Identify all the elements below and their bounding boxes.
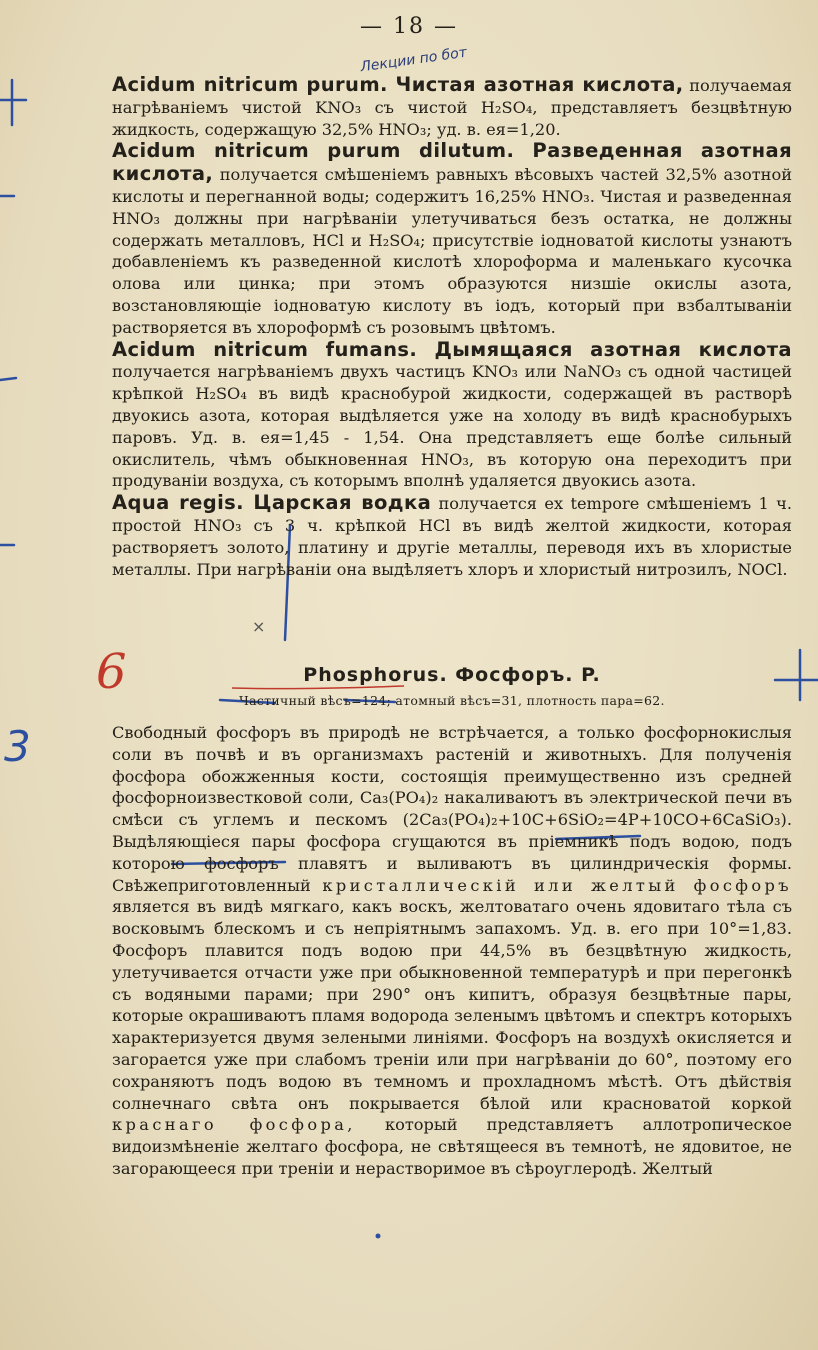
paragraph-acidum-fumans — [112, 339, 792, 493]
upper-text-block — [112, 74, 792, 580]
heading-acidum-dilutum: Acidum nitricum purum dilutum. Разведенная азотная кислота, — [112, 139, 792, 186]
body-aqua-regis: получается ex tempore смѣшеніемъ 1 ч. простой HNO₃ съ 3 ч. крѣпкой HCl въ видѣ желтой жидкости, которая растворяетъ золото, платину и другіе металлы, переводя ихъ въ хлористые металлы. При нагрѣваніи она выдѣляетъ хлоръ и хлористый нитрозилъ, NOCl. — [112, 494, 792, 579]
phosphorus-spaced-2: краснаго фосфора, — [112, 1115, 356, 1135]
phosphorus-text-a: Свободный фосфоръ въ природѣ не встрѣчается, а только фосфорнокислыя соли въ почвѣ и въ организмахъ растеній и животныхъ. Для полученія фосфора обожженныя кости, состоящія преимущественно изъ средней фосфорноизвестковой соли, Ca₃(PO₄)₂ накаливаютъ въ электрической печи въ смѣси съ углемъ и пескомъ (2Ca₃(PO₄)₂+10C+6SiO₂=4P+10CO+6CaSiO₃). Выдѣляющіеся пары фосфора сгущаются въ пріемникѣ подъ водою, подъ которою фосфоръ плавятъ и выливаютъ въ цилиндрическія формы. Свѣжеприготовленный — [112, 723, 792, 895]
handwritten-note-top: Лекции по бот — [359, 44, 468, 76]
paragraph-aqua-regis — [112, 492, 792, 580]
heading-aqua-regis: Aqua regis. Царская водка — [112, 491, 432, 515]
section-subtitle-phosphorus: Частичный вѣсъ=124; атомный вѣсъ=31, плотность пара=62. — [239, 693, 665, 708]
paragraph-acidum-purum — [112, 74, 792, 140]
lower-text-block — [112, 722, 792, 1180]
body-acidum-fumans: получается нагрѣваніемъ двухъ частицъ KNO₃ или NaNO₃ съ одной частицей крѣпкой H₂SO₄ въ видѣ краснобурой жидкости, содержащей въ растворѣ двуокись азота, которая выдѣляется уже на холоду въ видѣ краснобурыхъ паровъ. Уд. в. ея=1,45 - 1,54. Она представляетъ еще болѣе сильный окислитель, чѣмъ обыкновенная HNO₃, въ которую она переходитъ при продуваніи воздуха, съ которымъ вполнѣ удаляется двуокись азота. — [112, 362, 792, 491]
phosphorus-spaced-1: кристаллическій или желтый фосфоръ — [322, 875, 792, 895]
heading-acidum-fumans: Acidum nitricum fumans. Дымящаяся азотная кислота — [112, 337, 792, 361]
paragraph-acidum-dilutum — [112, 140, 792, 338]
left-margin-note: 3 — [4, 722, 31, 771]
paragraph-phosphorus — [112, 722, 792, 1180]
red-underline — [232, 686, 404, 689]
x-mark: × — [252, 617, 266, 636]
body-acidum-purum: получаемая нагрѣваніемъ чистой KNO₃ съ чистой H₂SO₄, представляетъ безцвѣтную жидкость, содержащую 32,5% HNO₃; уд. в. ея=1,20. — [112, 76, 792, 139]
phosphorus-text-b: является въ видѣ мягкаго, какъ воскъ, желтоватаго очень ядовитаго тѣла съ восковымъ блескомъ и съ непріятнымъ запахомъ. Уд. в. его при 10°=1,83. Фосфоръ плавится подъ водою при 44,5% въ безцвѣтную жидкость, улетучивается отчасти уже при обыкновенной температурѣ и при перегонкѣ съ водяными парами; при 290° онъ кипитъ, образуя безцвѣтные пары, которые окрашиваютъ пламя водорода зеленымъ цвѣтомъ и спектръ которыхъ характеризуется двумя зелеными линіями. Фосфоръ на воздухѣ окисляется и загорается уже при слабомъ треніи или при нагрѣваніи до 60°, поэтому его сохраняютъ подъ водою въ темномъ и прохладномъ мѣстѣ. Отъ дѣйствія солнечнаго свѣта онъ покрывается бѣлой или красноватой коркой — [112, 897, 792, 1113]
red-margin-note: 6 — [96, 644, 127, 700]
body-acidum-dilutum: получается смѣшеніемъ равныхъ вѣсовыхъ частей 32,5% азотной кислоты и перегнанной воды; содержитъ 16,25% HNO₃. Чистая и разведенная HNO₃ должны при нагрѣваніи улетучиваться безъ остатка, не должны содержать металловъ, HCl и H₂SO₄; присутствіе іодноватой кислоты узнаютъ добавленіемъ къ разведенной кислотѣ хлороформа и маленькаго кусочка олова или цинка; при этомъ образуются низшіе окислы азота, возстановляющіе іодноватую кислоту въ іодъ, который при взбалтываніи растворяется въ хлороформѣ съ розовымъ цвѣтомъ. — [112, 165, 792, 337]
phosphorus-text-c: который представляетъ аллотропическое видоизмѣненіе желтаго фосфора, не свѣтящееся въ темнотѣ, не ядовитое, не загорающееся при треніи и нерастворимое въ сѣроуглеродѣ. Желтый — [112, 1115, 792, 1178]
section-title-phosphorus: Phosphorus. Фосфоръ. P. — [303, 664, 601, 686]
page-number: — 18 — — [360, 14, 458, 39]
heading-acidum-purum: Acidum nitricum purum. Чистая азотная кислота, — [112, 73, 684, 96]
